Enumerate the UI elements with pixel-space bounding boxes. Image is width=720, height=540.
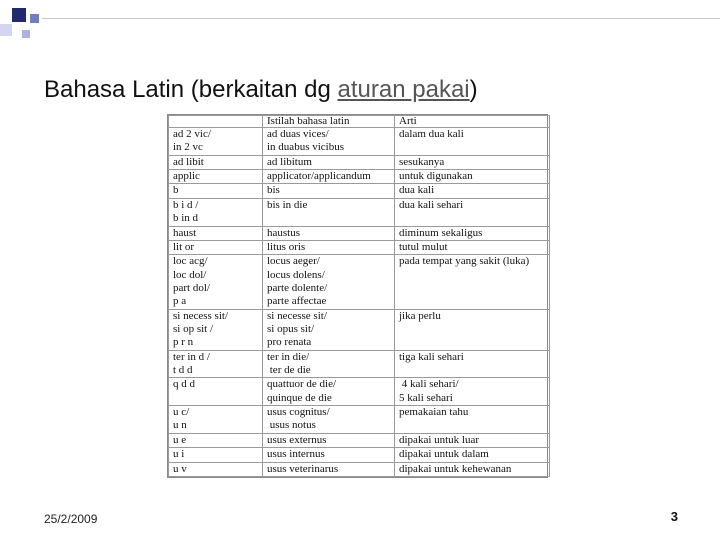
- meaning-cell: dalam dua kali: [395, 128, 550, 156]
- table-row: [169, 448, 550, 462]
- meaning-cell: pemakaian tahu: [395, 406, 550, 434]
- meaning-cell: 4 kali sehari/ 5 kali sehari: [395, 378, 550, 406]
- latin-term-cell: usus externus: [263, 433, 395, 447]
- meaning-cell: dipakai untuk luar: [395, 433, 550, 447]
- header-latin-term: Istilah bahasa latin: [263, 116, 395, 128]
- table-row: [169, 198, 550, 226]
- abbreviation-cell: loc acg/ loc dol/ part dol/ p a: [169, 255, 263, 309]
- meaning-cell: dipakai untuk kehewanan: [395, 462, 550, 476]
- abbreviation-cell: b i d / b in d: [169, 198, 263, 226]
- abbreviation-cell: u c/ u n: [169, 406, 263, 434]
- latin-term-cell: bis: [263, 184, 395, 198]
- decor-square-medium: [30, 14, 39, 23]
- abbreviation-cell: si necess sit/ si op sit / p r n: [169, 309, 263, 350]
- meaning-cell: sesukanya: [395, 155, 550, 169]
- latin-term-cell: usus cognitus/ usus notus: [263, 406, 395, 434]
- decor-square-dark: [12, 8, 26, 22]
- latin-term-cell: applicator/applicandum: [263, 170, 395, 184]
- latin-term-cell: quattuor de die/ quinque de die: [263, 378, 395, 406]
- meaning-cell: untuk digunakan: [395, 170, 550, 184]
- latin-term-cell: usus veterinarus: [263, 462, 395, 476]
- table-row: [169, 462, 550, 476]
- table-row: [169, 406, 550, 434]
- abbreviation-cell: ad libit: [169, 155, 263, 169]
- abbreviation-cell: haust: [169, 226, 263, 240]
- slide-title-prefix: Bahasa Latin (berkaitan dg: [44, 76, 338, 103]
- latin-term-cell: locus aeger/ locus dolens/ parte dolente/ parte affectae: [263, 255, 395, 309]
- decor-top-rule: [42, 18, 720, 19]
- abbreviation-cell: lit or: [169, 240, 263, 254]
- header-abbreviation: [169, 116, 263, 128]
- meaning-cell: dipakai untuk dalam: [395, 448, 550, 462]
- table-row: [169, 184, 550, 198]
- latin-terms-table-container: [167, 114, 548, 478]
- abbreviation-cell: u i: [169, 448, 263, 462]
- footer-date: 25/2/2009: [44, 512, 98, 526]
- abbreviation-cell: applic: [169, 170, 263, 184]
- latin-term-cell: ter in die/ ter de die: [263, 350, 395, 378]
- slide-title: [44, 76, 478, 104]
- latin-terms-table: [168, 115, 550, 477]
- abbreviation-cell: u v: [169, 462, 263, 476]
- meaning-cell: tutul mulut: [395, 240, 550, 254]
- table-row: [169, 433, 550, 447]
- latin-term-cell: ad libitum: [263, 155, 395, 169]
- abbreviation-cell: u e: [169, 433, 263, 447]
- abbreviation-cell: b: [169, 184, 263, 198]
- table-row: [169, 155, 550, 169]
- meaning-cell: diminum sekaligus: [395, 226, 550, 240]
- table-row: [169, 309, 550, 350]
- table-row: [169, 378, 550, 406]
- meaning-cell: tiga kali sehari: [395, 350, 550, 378]
- header-meaning: Arti: [395, 116, 550, 128]
- abbreviation-cell: ter in d / t d d: [169, 350, 263, 378]
- latin-term-cell: si necesse sit/ si opus sit/ pro renata: [263, 309, 395, 350]
- table-row: [169, 128, 550, 156]
- latin-term-cell: haustus: [263, 226, 395, 240]
- table-header-row: [169, 116, 550, 128]
- meaning-cell: dua kali: [395, 184, 550, 198]
- table-row: [169, 240, 550, 254]
- table-row: [169, 350, 550, 378]
- meaning-cell: jika perlu: [395, 309, 550, 350]
- latin-term-cell: litus oris: [263, 240, 395, 254]
- latin-term-cell: bis in die: [263, 198, 395, 226]
- table-row: [169, 255, 550, 309]
- abbreviation-cell: ad 2 vic/ in 2 vc: [169, 128, 263, 156]
- aturan-pakai-link[interactable]: aturan pakai: [337, 76, 470, 103]
- meaning-cell: dua kali sehari: [395, 198, 550, 226]
- latin-term-cell: usus internus: [263, 448, 395, 462]
- abbreviation-cell: q d d: [169, 378, 263, 406]
- page-number: 3: [670, 509, 678, 524]
- decor-square-pale: [0, 24, 12, 36]
- decor-square-light: [22, 30, 30, 38]
- meaning-cell: pada tempat yang sakit (luka): [395, 255, 550, 309]
- table-row: [169, 226, 550, 240]
- latin-term-cell: ad duas vices/ in duabus vicibus: [263, 128, 395, 156]
- table-row: [169, 170, 550, 184]
- slide-title-suffix: ): [469, 76, 478, 103]
